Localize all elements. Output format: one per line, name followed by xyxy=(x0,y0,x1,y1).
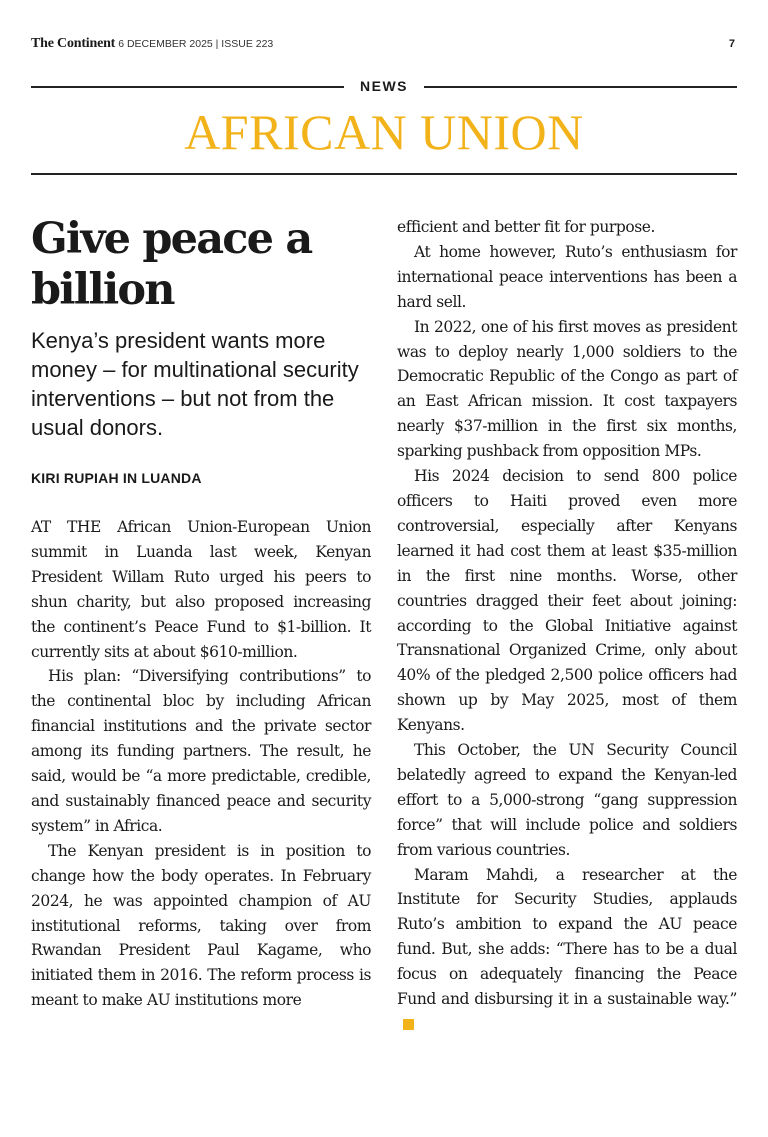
paragraph: In 2022, one of his first moves as president was to deploy nearly 1,000 soldiers to the Democratic Republic of the Congo as part of an East African mission. It cost taxpayers nearly $37-million in the first six months, sparking pushback from opposition MPs. xyxy=(397,317,737,461)
article-headline: Give peace a billion xyxy=(31,214,312,315)
section-rule-right xyxy=(424,86,737,88)
paragraph: This October, the UN Security Council belatedly agreed to expand the Kenyan-led effort to a 5,000-strong “gang suppression force” that will include police and soldiers from various countries. xyxy=(397,741,737,859)
paragraph-text: Maram Mahdi, a researcher at the Institute for Security Studies, applauds Ruto’s ambition to expand the AU peace fund. But, she adds: “There has to be a dual focus on adequately financing the Peace Fund and disbursing it in a sustainable way.” xyxy=(397,865,737,1009)
paragraph-final xyxy=(397,863,737,1037)
topic-title: AFRICAN UNION xyxy=(184,104,584,160)
article-standfirst: Kenya’s president wants more money – for multinational security interventions – but not from the usual donors. xyxy=(31,328,359,440)
article-column-2 xyxy=(397,215,737,1037)
article-column-1 xyxy=(31,515,371,1013)
date-issue: 6 DECEMBER 2025 | ISSUE 223 xyxy=(118,38,274,50)
page-number: 7 xyxy=(728,38,735,50)
publication-name: The Continent xyxy=(31,36,116,51)
section-label: NEWS xyxy=(360,78,408,94)
paragraph: efficient and better fit for purpose. xyxy=(397,218,655,236)
section-row xyxy=(31,76,737,96)
end-mark-icon xyxy=(403,1019,414,1030)
page-header xyxy=(31,36,737,56)
article-byline: KIRI RUPIAH IN LUANDA xyxy=(31,470,202,486)
topic-rule xyxy=(31,173,737,175)
paragraph: His 2024 decision to send 800 police officers to Haiti proved even more controversial, especially after Kenyans learned it had cost them at least $35-million in the first nine months. Worse, other countries dragged their feet about joining: according to the Global Initiative against Transnational Organized Crime, only about 40% of the pledged 2,500 police officers had shown up by May 2025, most of them Kenyans. xyxy=(397,467,737,735)
paragraph: AT THE African Union-European Union summit in Luanda last week, Kenyan President Willam Ruto urged his peers to shun charity, but also proposed increasing the continent’s Peace Fund to $1-billion. It currently sits at about $610-million. xyxy=(31,518,371,661)
paragraph: His plan: “Diversifying contributions” to the continental bloc by including African financial institutions and the private sector among its funding partners. The result, he said, would be “a more predictable, credible, and sustainably financed peace and security system” in Africa. xyxy=(31,667,371,835)
paragraph: The Kenyan president is in position to change how the body operates. In February 2024, he was appointed champion of AU institutional reforms, taking over from Rwandan President Paul Kagame, who initiated them in 2016. The reform process is meant to make AU institutions more xyxy=(31,841,371,1010)
paragraph: At home however, Ruto’s enthusiasm for international peace interventions has been a hard sell. xyxy=(397,242,737,311)
